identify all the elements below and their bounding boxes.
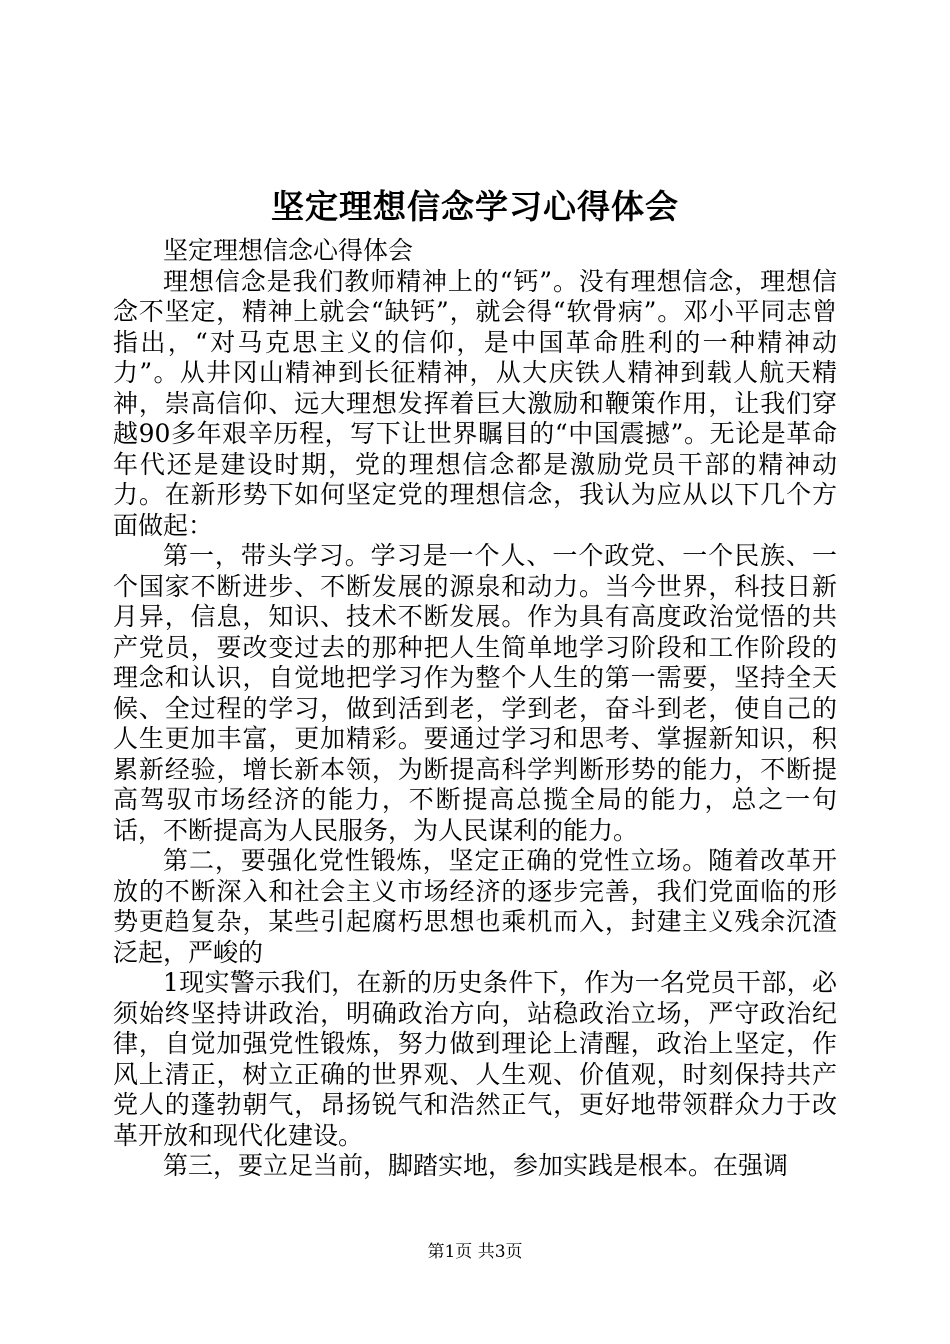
paragraph-third-point: 第三，要立足当前，脚踏实地，参加实践是根本。在强调 bbox=[163, 1151, 789, 1180]
paragraph-second-point-continued: 1现实警示我们，在新的历史条件下，作为一名党员干部，必须始终坚持讲政治，明确政治方向，站稳政治立场，严守政治纪律，自觉加强党性锻炼，努力做到理论上清醒，政治上坚定，作风上清正，树立正确的世界观、人生观、价值观，时刻保持共产党人的蓬勃朝气，昂扬锐气和浩然正气，更好地带领群众力于改革开放和现代化建设。 bbox=[113, 968, 837, 1150]
page-footer: 第1页 共3页 bbox=[427, 1242, 523, 1262]
paragraph-subtitle: 坚定理想信念心得体会 bbox=[163, 236, 414, 265]
document-body bbox=[113, 236, 837, 1182]
document-title: 坚定理想信念学习心得体会 bbox=[271, 187, 679, 226]
paragraph-second-point: 第二，要强化党性锻炼，坚定正确的党性立场。随着改革开放的不断深入和社会主义市场经济的逐步完善，我们党面临的形势更趋复杂，某些引起腐朽思想也乘机而入，封建主义残余沉渣泛起，严峻的 bbox=[113, 846, 837, 967]
paragraph-intro: 理想信念是我们教师精神上的“钙”。没有理想信念，理想信念不坚定，精神上就会“缺钙”，就会得“软骨病”。邓小平同志曾指出，“对马克思主义的信仰，是中国革命胜利的一种精神动力”。从井冈山精神到长征精神，从大庆铁人精神到载人航天精神，崇高信仰、远大理想发挥着巨大激励和鞭策作用，让我们穿越90多年艰辛历程，写下让世界瞩目的“中国震撼”。无论是革命年代还是建设时期，党的理想信念都是激励党员干部的精神动力。在新形势下如何坚定党的理想信念，我认为应从以下几个方面做起： bbox=[113, 266, 837, 540]
paragraph-first-point: 第一，带头学习。学习是一个人、一个政党、一个民族、一个国家不断进步、不断发展的源泉和动力。当今世界，科技日新月异，信息，知识、技术不断发展。作为具有高度政治觉悟的共产党员，要改变过去的那种把人生简单地学习阶段和工作阶段的理念和认识，自觉地把学习作为整个人生的第一需要，坚持全天候、全过程的学习，做到活到老，学到老，奋斗到老，使自己的人生更加丰富，更加精彩。要通过学习和思考、掌握新知识，积累新经验，增长新本领，为断提高科学判断形势的能力，不断提高驾驭市场经济的能力，不断提高总揽全局的能力，总之一句话，不断提高为人民服务，为人民谋利的能力。 bbox=[113, 541, 837, 845]
